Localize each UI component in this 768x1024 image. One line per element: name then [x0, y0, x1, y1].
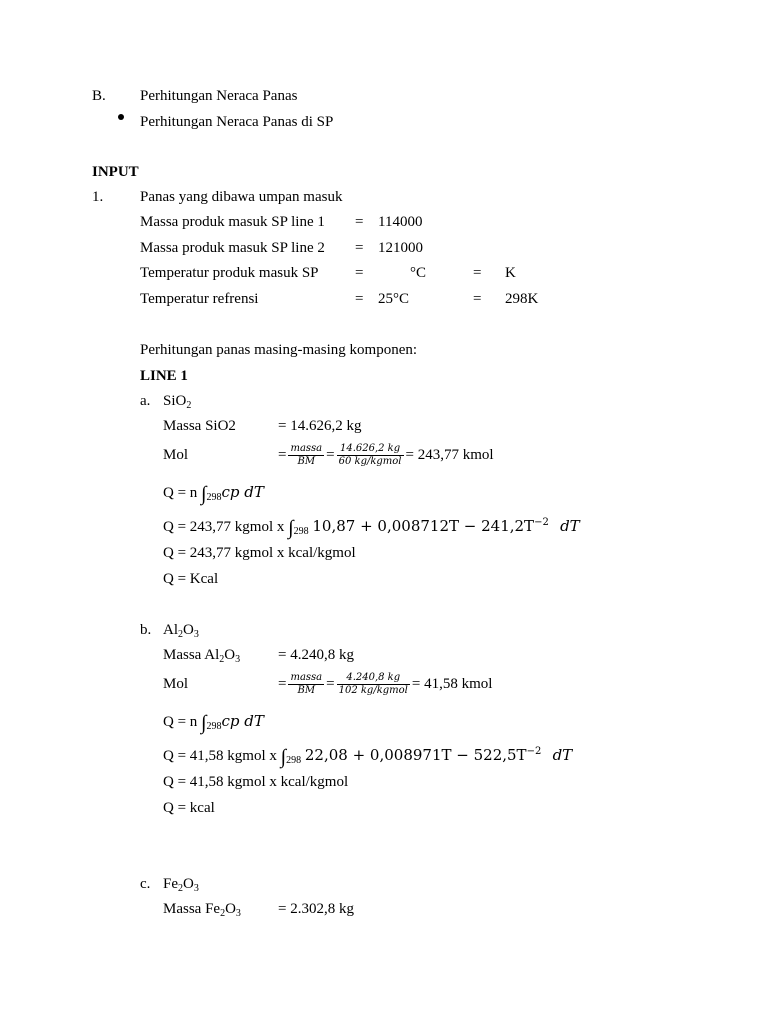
row2-value: 121000	[378, 240, 423, 256]
b-mol-label: Mol	[163, 676, 189, 692]
a-q-result: Q = 243,77 kgmol x kcal/kgmol	[163, 545, 356, 561]
calc-intro: Perhitungan panas masing-masing komponen:	[140, 342, 418, 358]
row4-eq: =	[355, 291, 364, 307]
row3-eq2: =	[473, 265, 482, 281]
row3-label: Temperatur produk masuk SP	[140, 265, 319, 281]
item1-number: 1.	[92, 189, 104, 205]
a-massa-label: Massa SiO2	[163, 418, 236, 434]
a-mol-label: Mol	[163, 447, 189, 463]
row4-value: 25°C	[378, 291, 410, 307]
row3-eq: =	[355, 265, 364, 281]
b-q-total: Q = kcal	[163, 800, 215, 816]
row1-label: Massa produk masuk SP line 1	[140, 214, 325, 230]
bullet-icon	[118, 114, 124, 120]
row1-eq: =	[355, 214, 364, 230]
row3-value: °C	[410, 265, 427, 281]
c-massa-value: = 2.302,8 kg	[278, 901, 354, 917]
b-q-result: Q = 41,58 kgmol x kcal/kgmol	[163, 774, 349, 790]
a-compound: SiO$_2$	[163, 393, 192, 411]
row2-eq: =	[355, 240, 364, 256]
b-massa-value: = 4.240,8 kg	[278, 647, 354, 663]
c-massa-label: Massa $Fe_2O_3$	[163, 901, 241, 919]
a-q-total: Q = Kcal	[163, 571, 219, 587]
a-massa-value: = 14.626,2 kg	[278, 418, 362, 434]
input-heading: INPUT	[92, 164, 139, 180]
b-label: b.	[140, 622, 152, 638]
b-q-integral: Q = 41,58 kgmol x $\int_{298}$ $22,08 + 0,008971T - 522,5T^{-2}$ dT	[163, 746, 573, 768]
a-q-formula: Q = n $\int_{298}cp$ dT	[163, 483, 264, 505]
bullet-item: Perhitungan Neraca Panas di SP	[140, 114, 334, 130]
c-compound: $Fe_2O_3$	[163, 876, 199, 894]
row4-eq2: =	[473, 291, 482, 307]
row4-value2: 298K	[505, 291, 539, 307]
line1-heading: LINE 1	[140, 368, 188, 384]
row3-value2: K	[505, 265, 516, 281]
row2-label: Massa produk masuk SP line 2	[140, 240, 325, 256]
item1-title: Panas yang dibawa umpan masuk	[140, 189, 343, 205]
row1-value: 114000	[378, 214, 423, 230]
a-label: a.	[140, 393, 151, 409]
row4-label: Temperatur refrensi	[140, 291, 259, 307]
section-label: B.	[92, 88, 106, 104]
b-massa-label: Massa $Al_2O_3$	[163, 647, 241, 665]
c-label: c.	[140, 876, 151, 892]
a-q-integral: Q = 243,77 kgmol x $\int_{298}$ $10,87 + 0,008712T - 241,2T^{-2}$ dT	[163, 517, 580, 539]
a-mol-equation: = $\frac{\text{massa}}{BM}$ = $\frac{14.626,2 kg}{\text{60 kg/kgmol}}$ = 243,77 kmol	[278, 443, 494, 468]
section-title: Perhitungan Neraca Panas	[140, 88, 298, 104]
b-q-formula: Q = n $\int_{298}cp$ dT	[163, 712, 264, 734]
b-mol-equation: = $\frac{\text{massa}}{BM}$ = $\frac{4.240,8 kg}{\text{102 kg/kgmol}}$ = 41,58 kmol	[278, 672, 493, 697]
b-compound: $Al_2O_3$	[163, 622, 199, 640]
